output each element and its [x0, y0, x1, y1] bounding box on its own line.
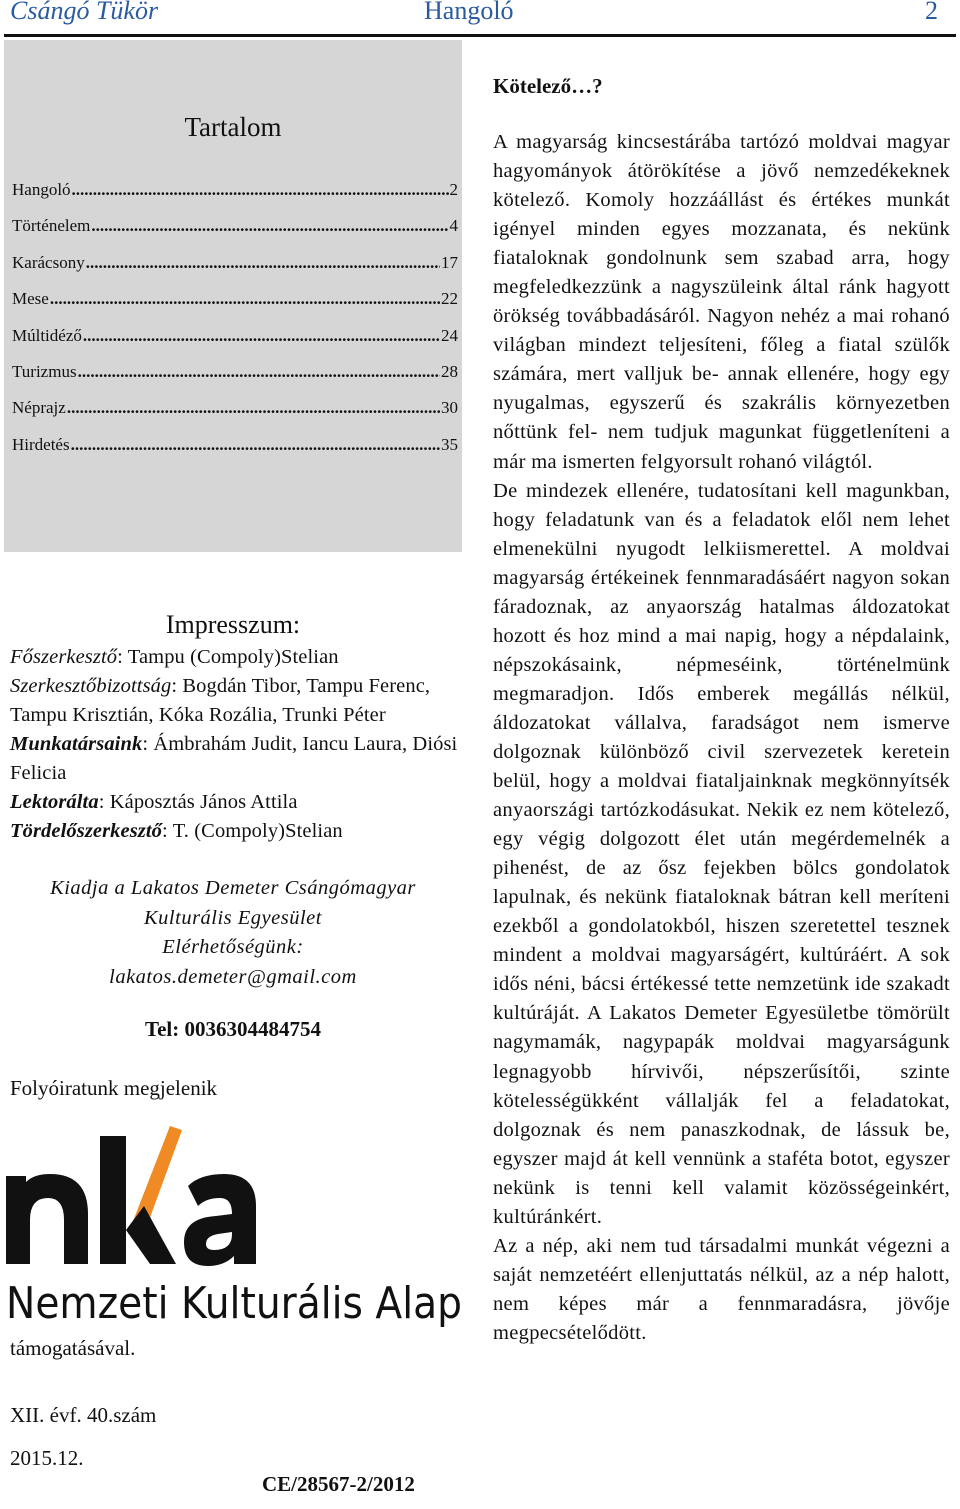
- toc-item[interactable]: [12, 216, 458, 252]
- impressum-title: Impresszum:: [165, 610, 301, 639]
- toc-item-page: 28: [441, 361, 458, 381]
- toc-item-label: Történelem: [12, 216, 91, 236]
- impressum-staff: Munkatársaink: Ámbrahám Judit, Iancu Laura, Diósi Felicia: [10, 733, 458, 784]
- impressum-body: [10, 643, 460, 846]
- toc-item-label: Hangoló: [12, 180, 71, 199]
- toc-item-page: 30: [441, 398, 458, 418]
- toc-item-label: Turizmus: [12, 361, 77, 381]
- toc-list: [12, 180, 458, 471]
- issue-date: 2015.12.: [10, 1446, 84, 1470]
- toc-leader: [91, 216, 448, 236]
- article-body: [493, 128, 950, 1348]
- article-paragraph: A magyarság kincsestárába tartózó moldvai magyar hagyományok átörökítése a jövő nemzedékeknek kötelező. Komoly hozzáállást és értékes munkát igényel minden egyes mozzanata, és nekünk fiataloknak gondolnunk sem szabad arra, hogy megfeledkezzünk a nagyszüleink által ránk hagyott örökség továbbadásáról. Nagyon nehéz a mai rohanó világban mindezt teljesíteni, főleg a fiatal szülők számára, mert valljuk be- annak ellenére, hogy egy nyugalmas, egyszerű és szakrális környezetben nőttünk fel- nem tudjuk magunkat függetleníteni a már ma ismerten felgyorsult rohanó világtól.: [493, 131, 950, 473]
- toc-item-page: 24: [441, 325, 458, 345]
- section-title: Hangoló: [424, 0, 514, 25]
- contact-label: Elérhetőségünk:: [162, 936, 304, 958]
- magazine-title: Csángó Tükör: [10, 0, 159, 25]
- impressum-board: Szerkesztőbizottság: Bogdán Tibor, Tampu Ferenc, Tampu Krisztián, Kóka Rozália, Trunki Péter: [10, 675, 431, 726]
- editor-name: Tampu (Compoly)Stelian: [127, 646, 339, 668]
- toc-item-page: 17: [441, 252, 458, 272]
- toc-item-page: 4: [449, 216, 458, 236]
- proof-label: Lektorálta: [10, 791, 99, 813]
- issue-number: XII. évf. 40.szám: [10, 1403, 157, 1427]
- toc-leader: [86, 253, 440, 273]
- table-of-contents: [4, 40, 462, 552]
- impressum-proof: Lektorálta: Káposztás János Attila: [10, 791, 298, 813]
- toc-leader: [72, 180, 449, 200]
- telephone: Tel: 0036304484754: [145, 1017, 321, 1041]
- staff-members: Ámbrahám Judit, Iancu Laura, Diósi Felicia: [10, 733, 458, 784]
- proofreader: Káposztás János Attila: [109, 791, 298, 813]
- board-members: Bogdán Tibor, Tampu Ferenc, Tampu Krisztián, Kóka Rozália, Trunki Péter: [10, 675, 431, 726]
- editor-label: Főszerkesztő: [10, 646, 118, 668]
- toc-leader: [67, 398, 440, 418]
- page-number: 2: [925, 0, 938, 25]
- toc-item[interactable]: [12, 180, 458, 216]
- toc-title: Tartalom: [184, 112, 282, 142]
- toc-item[interactable]: [12, 289, 458, 325]
- layout-editor: T. (Compoly)Stelian: [172, 820, 343, 842]
- page-header: [0, 0, 960, 36]
- toc-item-page: 2: [449, 180, 458, 199]
- nka-caption: támogatásával.: [10, 1336, 136, 1360]
- toc-item[interactable]: [12, 253, 458, 289]
- toc-item-label: Karácsony: [12, 252, 85, 272]
- nka-logo: [4, 1122, 466, 1332]
- article-paragraph: De mindezek ellenére, tudatosítani kell magunkban, hogy feladatunk van és a feladatok elől nem lehet elmenekülni nyugodt lelkiismerettel. A moldvai magyarság értékeinek fennmaradásáért nagyon sokan fáradoznak, az anyaország hatalmas áldozatokat hozott és hoz mind a mai napig, hogy a népdalaink, népszokásaink, népmeséink, történelmünk megmaradjon. Idős emberek megállás nélkül, áldozatokat vállalva, faradságot nem ismerve dolgoznak különböző civil szervezetek keretein belül, hogy a moldvai fiataljainknak megkönnyítsék anyaországi tartózkodásukat. Nekik ez nem kötelező, egy végig dolgozott élet után megérdemelnék a pihenést, de az ősz fejekben bölcs gondolatok lapulnak, és nekünk fiataloknak bátran kell meríteni ezekből a gondolatokból, hiszen szeretettel tesznek mindent a moldvai magyarságért, kultúráért. A sok idős néni, bácsi értékessé tette nemzetünk ide szakadt kultúráját. A Lakatos Demeter Egyesületbe tömörült nagymamák, nagypapák moldvai magyarságunk legnagyobb hírvivői, népszerűsítői, szinte kötelességükként vállalják fel a feladatokat, dolgoznak és nem panaszkodnak, de lássuk be, egyszer majd át kell vennünk a staféta botot, egyszer nekünk is tenni kell valamit közösségeinkért, kultúránkért.: [493, 479, 950, 1228]
- toc-item-label: Múltidéző: [12, 325, 82, 345]
- toc-leader: [78, 362, 440, 382]
- header-rule: [4, 34, 956, 37]
- publisher-block: [4, 874, 462, 992]
- layout-label: Tördelőszerkesztő: [10, 820, 163, 842]
- registration-code: CE/28567-2/2012: [262, 1472, 415, 1496]
- toc-leader: [83, 326, 440, 346]
- toc-item-page: 35: [441, 434, 458, 454]
- impressum-layout: Tördelőszerkesztő: T. (Compoly)Stelian: [10, 820, 343, 842]
- toc-item[interactable]: [12, 362, 458, 398]
- toc-item-label: Hirdetés: [12, 434, 70, 454]
- toc-item-page: 22: [441, 289, 458, 309]
- toc-item[interactable]: [12, 398, 458, 434]
- toc-item-label: Mese: [12, 289, 49, 309]
- toc-item-label: Néprajz: [12, 398, 66, 418]
- appears-text: Folyóiratunk megjelenik: [10, 1076, 218, 1100]
- toc-leader: [50, 289, 440, 309]
- staff-label: Munkatársaink: [10, 733, 143, 755]
- email-link[interactable]: lakatos.demeter@gmail.com: [109, 965, 357, 988]
- toc-item[interactable]: [12, 435, 458, 471]
- article-paragraph: Az a nép, aki nem tud társadalmi munkát végezni a saját nemzetéért ellenjuttatás nélkül, az a nép halott, nem képes már a fennmaradásra, jövője megpecsételődött.: [493, 1234, 950, 1344]
- article-title: Kötelező…?: [493, 74, 603, 98]
- publisher-line: Kulturális Egyesület: [144, 906, 322, 929]
- impressum-editor: Főszerkesztő: Tampu (Compoly)Stelian: [10, 646, 339, 668]
- publisher-line: Kiadja a Lakatos Demeter Csángómagyar: [50, 877, 416, 899]
- toc-item[interactable]: [12, 326, 458, 362]
- toc-leader: [71, 435, 440, 455]
- nka-logo-text: Nemzeti Kulturális Alap: [6, 1278, 462, 1329]
- board-label: Szerkesztőbizottság: [10, 675, 172, 697]
